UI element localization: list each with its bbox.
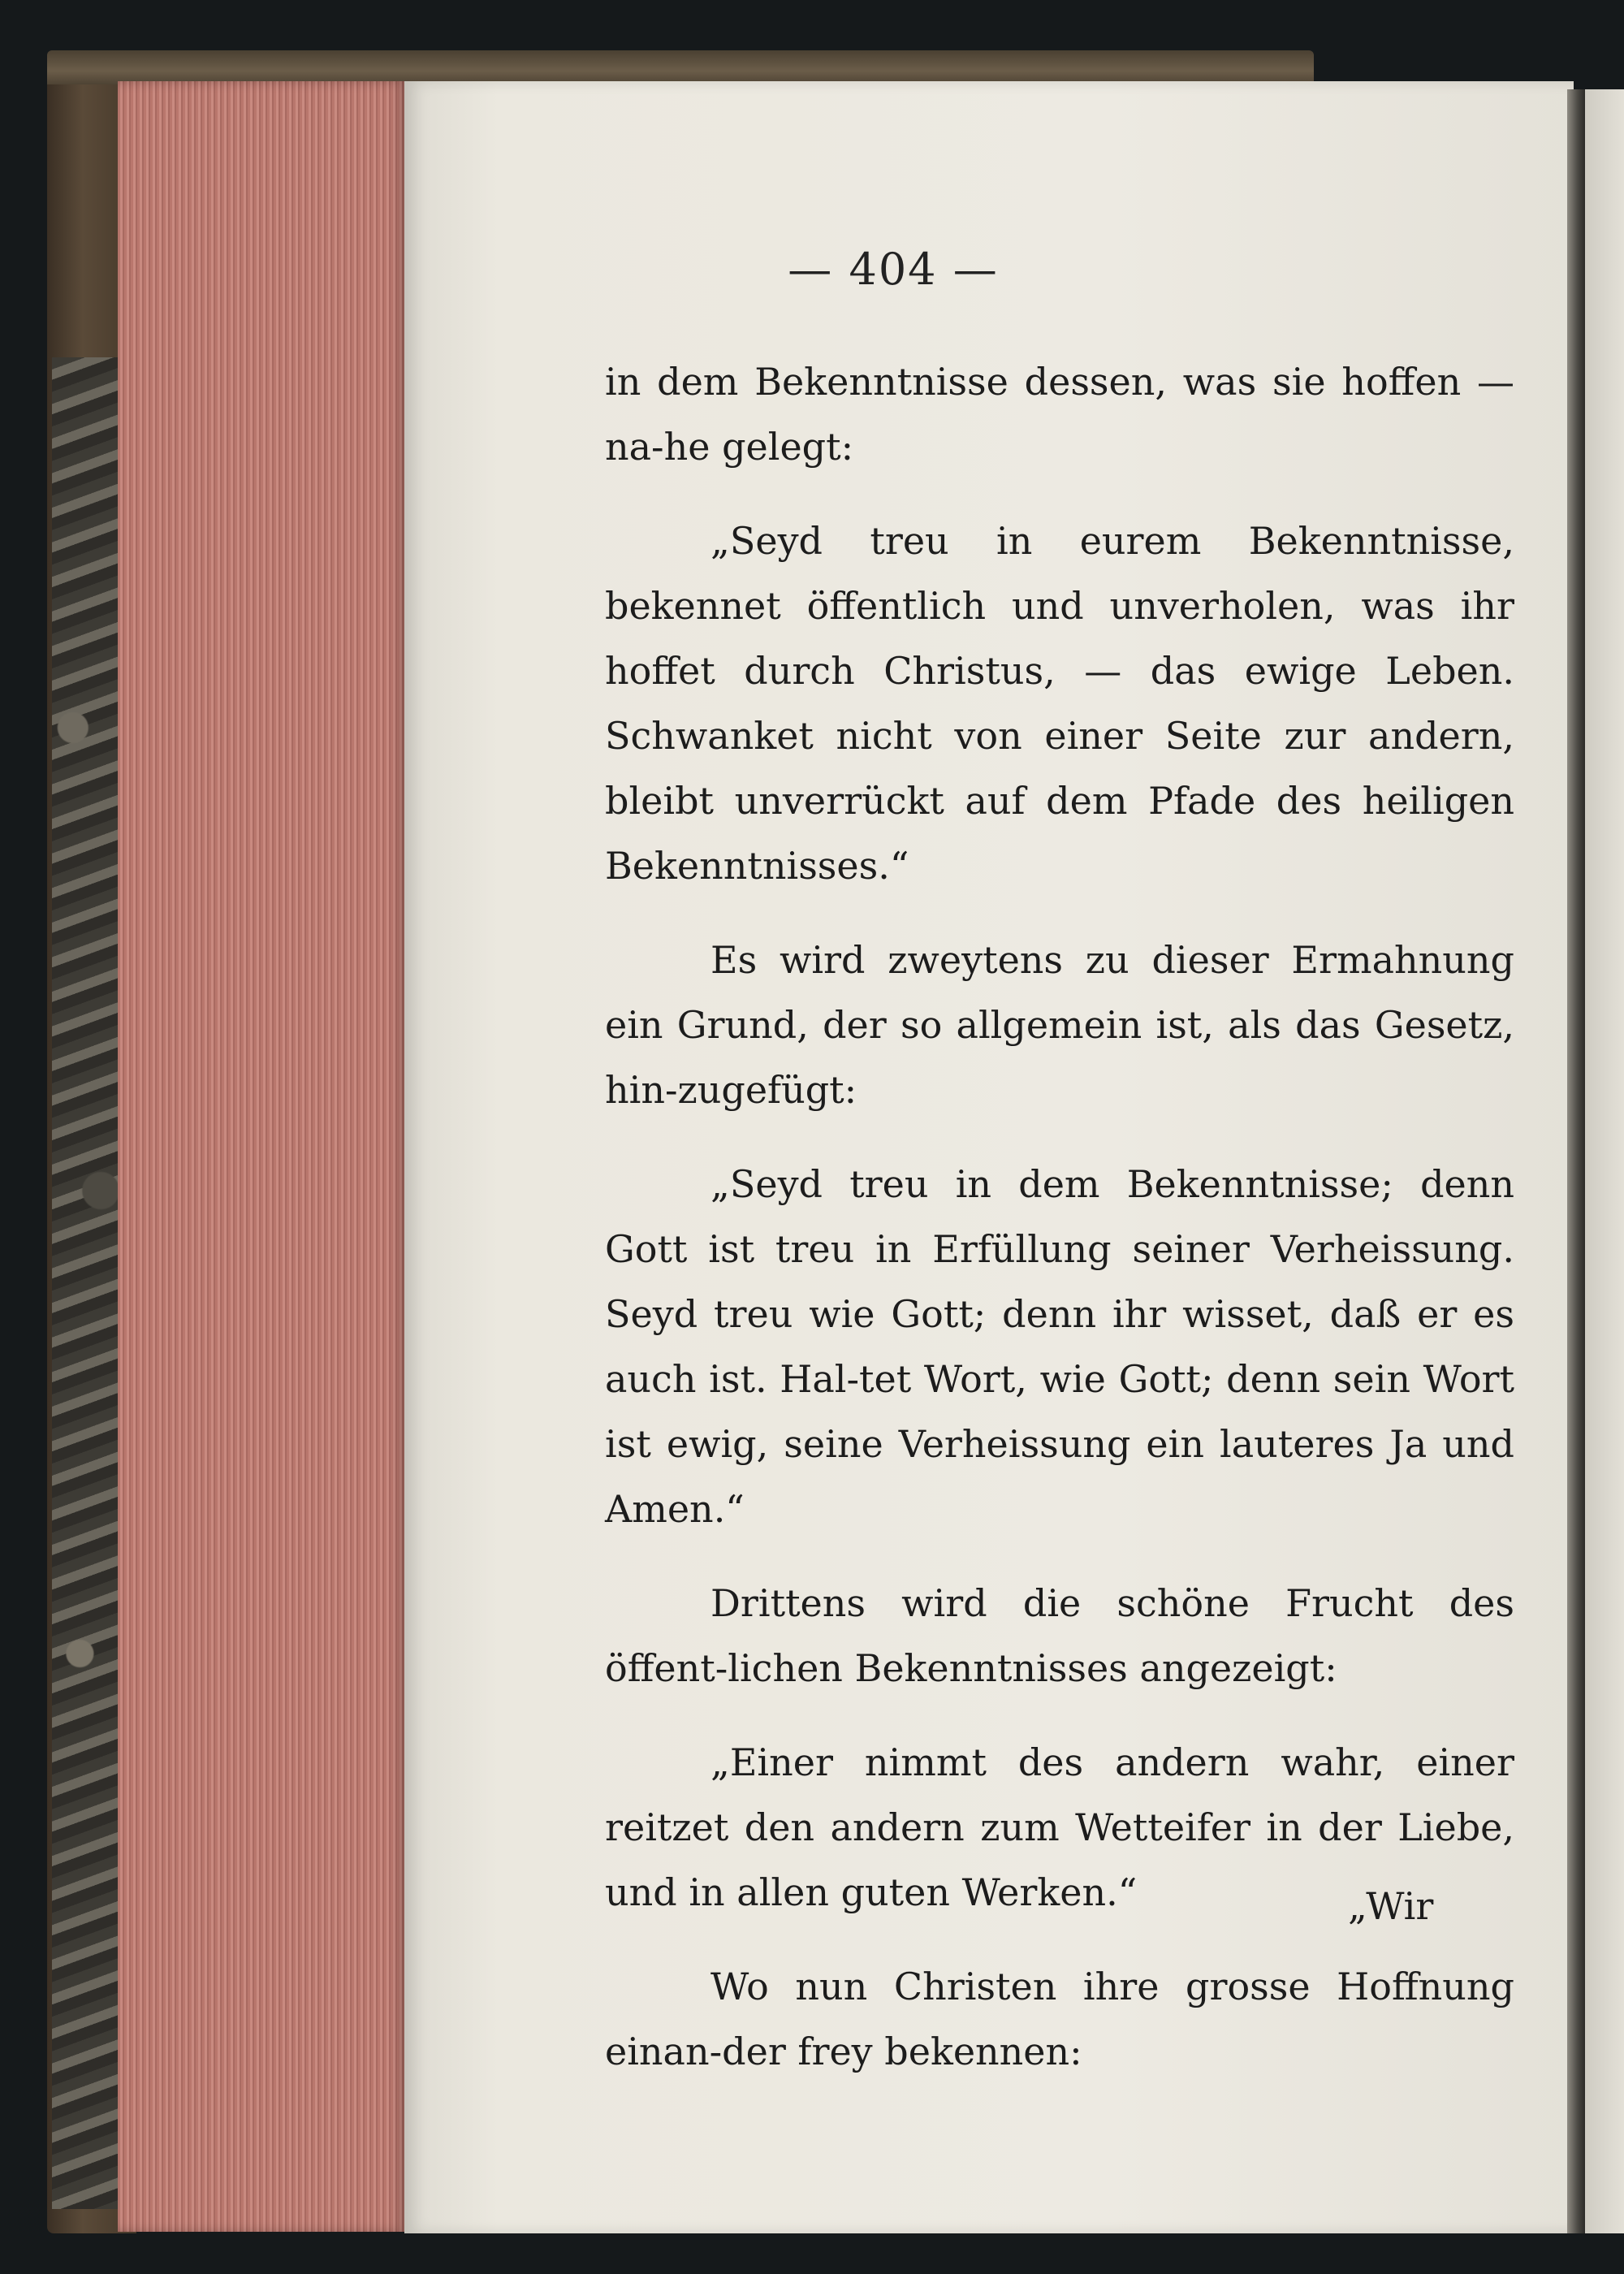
paragraph-5: Drittens wird die schöne Frucht des öffent-lichen Bekenntnisses angezeigt: xyxy=(605,1581,1514,1690)
paragraph-2: „Seyd treu in eurem Bekenntnisse, bekennet öffentlich und unverholen, was ihr hoffet durch Christus, — das ewige Leben. Schwanket nicht von einer Seite zur andern, bleibt unverrückt auf dem Pfade des heiligen Bekenntnisses.“ xyxy=(605,519,1514,888)
page-block-edges xyxy=(118,81,406,2232)
page-text xyxy=(605,349,1514,2113)
book-gutter xyxy=(1567,89,1585,2233)
catchword: „Wir xyxy=(1348,1884,1434,1928)
marbled-endpaper xyxy=(52,357,122,2209)
book-cover-top xyxy=(47,50,1314,84)
paragraph-1: in dem Bekenntnisse dessen, was sie hoffen — na-he gelegt: xyxy=(605,360,1514,469)
paragraph-7: Wo nun Christen ihre grosse Hoffnung einan-der frey bekennen: xyxy=(605,1965,1514,2073)
page-number: — 404 — xyxy=(788,244,999,295)
paragraph-6: „Einer nimmt des andern wahr, einer reitzet den andern zum Wetteifer in der Liebe, und in allen guten Werken.“ xyxy=(605,1740,1514,1914)
paragraph-3: Es wird zweytens zu dieser Ermahnung ein Grund, der so allgemein ist, als das Gesetz, hin-zugefügt: xyxy=(605,938,1514,1112)
next-page-edge xyxy=(1585,89,1624,2233)
paragraph-4: „Seyd treu in dem Bekenntnisse; denn Gott ist treu in Erfüllung seiner Verheissung. Seyd treu wie Gott; denn ihr wisset, daß er es auch ist. Hal-tet Wort, wie Gott; denn sein Wort ist ewig, seine Verheissung ein lauteres Ja und Amen.“ xyxy=(605,1162,1514,1531)
